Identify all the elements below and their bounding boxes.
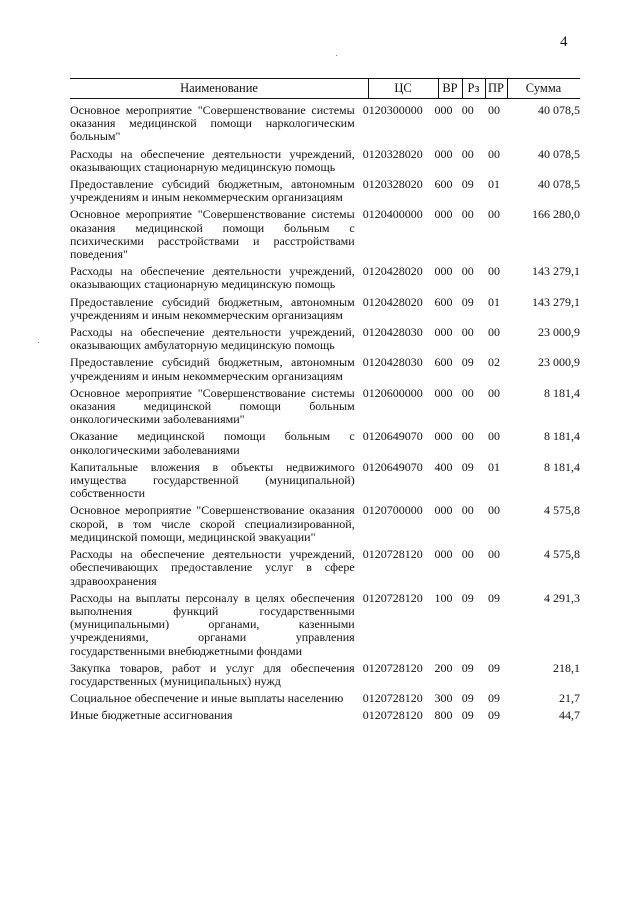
row-vr: 100 (434, 590, 453, 605)
row-pr: 00 (487, 103, 500, 117)
row-name: Основное мероприятие "Совершенствование системы оказания медицинской помощи больным с психическими расстройствами и расстройствами поведения" (70, 207, 355, 262)
row-sum: 40 078,5 (537, 103, 580, 117)
table-row (70, 692, 580, 705)
table-row (70, 709, 580, 722)
row-rz: 00 (461, 325, 474, 340)
row-vr: 000 (434, 264, 453, 279)
row-sum: 166 280,0 (531, 207, 580, 222)
table-row (70, 296, 580, 322)
row-name: Расходы на выплаты персоналу в целях обеспечения выполнения функций государственными (муниципальными) органами, казенными учреждениями, органами управления государственными внебюджетными фондами (70, 590, 355, 658)
row-name: Основное мероприятие "Совершенствование оказания скорой, в том числе скорой специализированной, медицинской помощи, медицинской эвакуации" (70, 503, 355, 544)
row-pr: 01 (487, 459, 500, 474)
row-name: Предоставление субсидий бюджетным, автономным учреждениям и иным некоммерческим организациям (70, 294, 355, 322)
row-name: Социальное обеспечение и иные выплаты населению (70, 691, 344, 706)
row-pr: 00 (487, 146, 500, 161)
row-pr: 00 (487, 547, 500, 562)
row-vr: 000 (434, 503, 453, 518)
row-name: Основное мероприятие "Совершенствование системы оказания медицинской помощи наркологическим больным" (70, 103, 355, 144)
row-cs: 0120428030 (362, 325, 423, 340)
row-vr: 000 (434, 207, 453, 222)
header-pr: ПР (488, 81, 504, 95)
row-rz: 00 (461, 103, 474, 117)
row-sum: 23 000,9 (537, 355, 580, 370)
row-rz: 00 (461, 207, 474, 222)
table-row (70, 356, 580, 382)
row-cs: 0120649070 (362, 459, 423, 474)
row-pr: 02 (487, 355, 500, 370)
table-row (70, 326, 580, 352)
row-sum: 8 181,4 (543, 459, 580, 474)
row-cs: 0120728120 (362, 590, 423, 605)
header-divider (462, 78, 463, 98)
row-sum: 4 575,8 (543, 547, 580, 562)
row-vr: 600 (434, 294, 453, 309)
row-sum: 143 279,1 (531, 294, 580, 309)
table-row (70, 148, 580, 174)
scan-speck (336, 55, 337, 56)
row-rz: 00 (461, 503, 474, 518)
row-rz: 09 (461, 294, 474, 309)
row-name: Закупка товаров, работ и услуг для обеспечения государственных (муниципальных) нужд (70, 660, 355, 688)
table-row (70, 662, 580, 688)
table-row (70, 430, 580, 456)
row-cs: 0120700000 (362, 503, 423, 518)
row-vr: 400 (434, 459, 453, 474)
row-pr: 00 (487, 429, 500, 444)
row-pr: 00 (487, 503, 500, 518)
row-vr: 800 (434, 708, 453, 723)
row-sum: 23 000,9 (537, 325, 580, 340)
header-name: Наименование (180, 81, 258, 95)
table-row (70, 461, 580, 501)
row-pr: 01 (487, 177, 500, 192)
row-name: Иные бюджетные ассигнования (70, 708, 233, 723)
row-vr: 000 (434, 103, 453, 117)
table-header (70, 78, 580, 99)
row-vr: 000 (434, 325, 453, 340)
row-cs: 0120328020 (362, 146, 423, 161)
row-rz: 00 (461, 385, 474, 400)
row-pr: 00 (487, 264, 500, 279)
header-vr: ВР (442, 81, 458, 95)
row-vr: 300 (434, 691, 453, 706)
row-cs: 0120300000 (362, 103, 423, 117)
scan-speck (38, 342, 39, 343)
row-pr: 09 (487, 708, 500, 723)
row-cs: 0120728120 (362, 547, 423, 562)
row-rz: 09 (461, 355, 474, 370)
row-sum: 40 078,5 (537, 146, 580, 161)
row-sum: 8 181,4 (543, 429, 580, 444)
row-sum: 4 291,3 (543, 590, 580, 605)
row-cs: 0120400000 (362, 207, 423, 222)
table-row (70, 104, 580, 144)
row-rz: 00 (461, 146, 474, 161)
table-row (70, 592, 580, 658)
row-pr: 00 (487, 325, 500, 340)
row-name: Расходы на обеспечение деятельности учреждений, обеспечивающих предоставление услуг в сфере здравоохранения (70, 547, 355, 588)
row-rz: 09 (461, 459, 474, 474)
row-cs: 0120428020 (362, 294, 423, 309)
row-name: Расходы на обеспечение деятельности учреждений, оказывающих амбулаторную медицинскую помощь (70, 325, 355, 353)
header-divider (438, 78, 439, 98)
row-name: Основное мероприятие "Совершенствование системы оказания медицинской помощи больным онкологическими заболеваниями" (70, 385, 355, 427)
row-pr: 00 (487, 385, 500, 400)
row-cs: 0120428020 (362, 264, 423, 279)
header-cs: ЦС (394, 81, 412, 95)
row-sum: 4 575,8 (543, 503, 580, 518)
header-divider (368, 78, 369, 98)
row-pr: 09 (487, 691, 500, 706)
row-sum: 8 181,4 (543, 385, 580, 400)
row-rz: 09 (461, 691, 474, 706)
row-name: Расходы на обеспечение деятельности учреждений, оказывающих стационарную медицинскую помощь (70, 264, 355, 292)
row-vr: 000 (434, 385, 453, 400)
row-vr: 200 (434, 660, 453, 675)
row-cs: 0120649070 (362, 429, 423, 444)
row-vr: 000 (434, 146, 453, 161)
table-row (70, 504, 580, 544)
budget-table-body (70, 104, 580, 727)
row-pr: 09 (487, 590, 500, 605)
header-divider (485, 78, 486, 98)
row-name: Расходы на обеспечение деятельности учреждений, оказывающих стационарную медицинскую помощь (70, 146, 355, 174)
table-row (70, 548, 580, 588)
row-cs: 0120728120 (362, 708, 423, 723)
row-name: Капитальные вложения в объекты недвижимого имущества государственной (муниципальной) собственности (70, 459, 355, 501)
row-rz: 09 (461, 708, 474, 723)
row-vr: 000 (434, 547, 453, 562)
row-pr: 00 (487, 207, 500, 222)
row-pr: 09 (487, 660, 500, 675)
row-name: Предоставление субсидий бюджетным, автономным учреждениям и иным некоммерческим организациям (70, 355, 355, 383)
row-sum: 143 279,1 (531, 264, 580, 279)
row-vr: 600 (434, 355, 453, 370)
row-rz: 00 (461, 547, 474, 562)
table-row (70, 387, 580, 427)
row-rz: 00 (461, 264, 474, 279)
row-name: Предоставление субсидий бюджетным, автономным учреждениям и иным некоммерческим организациям (70, 177, 355, 205)
row-rz: 09 (461, 660, 474, 675)
row-name: Оказание медицинской помощи больным с онкологическими заболеваниями (70, 429, 355, 457)
row-vr: 600 (434, 177, 453, 192)
header-sum: Сумма (525, 81, 562, 95)
row-cs: 0120728120 (362, 691, 423, 706)
row-cs: 0120328020 (362, 177, 423, 192)
row-pr: 01 (487, 294, 500, 309)
row-sum: 218,1 (552, 660, 580, 675)
row-cs: 0120428030 (362, 355, 423, 370)
row-sum: 44,7 (558, 708, 580, 723)
row-rz: 09 (461, 590, 474, 605)
row-cs: 0120600000 (362, 385, 423, 400)
row-sum: 40 078,5 (537, 177, 580, 192)
header-divider (507, 78, 508, 98)
table-row (70, 265, 580, 291)
table-row (70, 178, 580, 204)
row-rz: 09 (461, 177, 474, 192)
row-vr: 000 (434, 429, 453, 444)
table-row (70, 208, 580, 261)
row-rz: 00 (461, 429, 474, 444)
header-rz: Рз (467, 81, 480, 95)
page-number: 4 (560, 34, 568, 50)
row-cs: 0120728120 (362, 660, 423, 675)
row-sum: 21,7 (558, 691, 580, 706)
